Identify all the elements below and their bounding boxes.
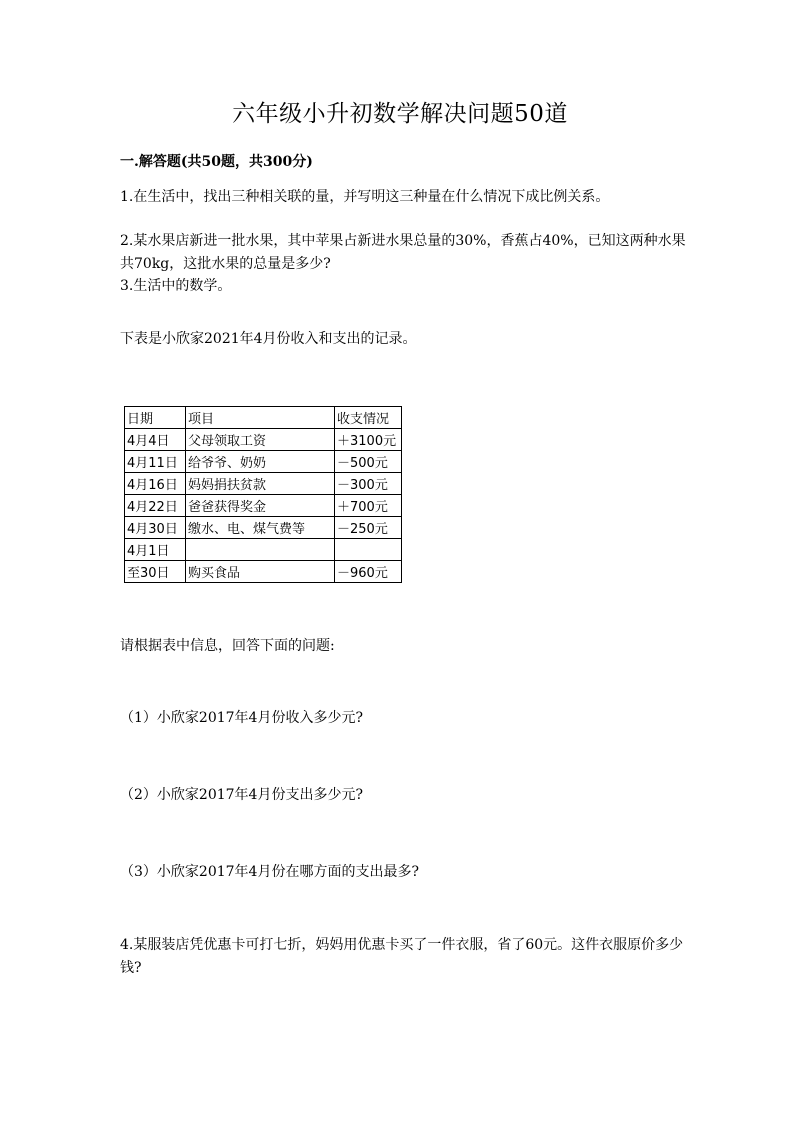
- table-cell-item: [186, 539, 335, 561]
- question-4: 4.某服装店凭优惠卡可打七折，妈妈用优惠卡买了一件衣服，省了60元。这件衣服原价多少钱?: [120, 937, 684, 976]
- table-row: [125, 473, 402, 495]
- table-cell-date: 4月1日: [125, 539, 186, 561]
- question-3-part-3: （3）小欣家2017年4月份在哪方面的支出最多?: [120, 864, 419, 880]
- table-row: [125, 495, 402, 517]
- table-row: [125, 429, 402, 451]
- question-3-intro: 下表是小欣家2021年4月份收入和支出的记录。: [120, 331, 417, 347]
- table-row: [125, 517, 402, 539]
- question-2: 2.某水果店新进一批水果，其中苹果占新进水果总量的30%，香蕉占40%，已知这两种水果共70kg，这批水果的总量是多少?: [120, 233, 686, 272]
- question-3-part-2: （2）小欣家2017年4月份支出多少元?: [120, 787, 363, 803]
- section-header: 一.解答题(共50题，共300分): [120, 154, 313, 170]
- table-cell-amount: －300元: [335, 473, 402, 495]
- page-title: 六年级小升初数学解决问题50道: [232, 101, 568, 127]
- income-expense-table: [124, 406, 402, 583]
- table-cell-item: 妈妈捐扶贫款: [186, 473, 335, 495]
- table-header-cell: 日期: [125, 407, 186, 429]
- table-cell-date: 4月4日: [125, 429, 186, 451]
- question-1: 1.在生活中，找出三种相关联的量，并写明这三种量在什么情况下成比例关系。: [120, 189, 610, 205]
- table-cell-amount: ＋3100元: [335, 429, 402, 451]
- table-cell-amount: [335, 539, 402, 561]
- table-cell-amount: －250元: [335, 517, 402, 539]
- table-cell-amount: －500元: [335, 451, 402, 473]
- question-3-prompt: 请根据表中信息，回答下面的问题:: [120, 638, 335, 654]
- table-cell-item: 父母领取工资: [186, 429, 335, 451]
- question-3-part-1: （1）小欣家2017年4月份收入多少元?: [120, 710, 363, 726]
- table-cell-item: 给爷爷、奶奶: [186, 451, 335, 473]
- table-cell-date: 至30日: [125, 561, 186, 583]
- table-cell-date: 4月11日: [125, 451, 186, 473]
- table-cell-date: 4月16日: [125, 473, 186, 495]
- table-cell-amount: －960元: [335, 561, 402, 583]
- table-row: [125, 539, 402, 561]
- question-3: 3.生活中的数学。: [120, 278, 232, 294]
- table-cell-item: 缴水、电、煤气费等: [186, 517, 335, 539]
- table-cell-item: 爸爸获得奖金: [186, 495, 335, 517]
- table-cell-item: 购买食品: [186, 561, 335, 583]
- table-cell-amount: ＋700元: [335, 495, 402, 517]
- table-cell-date: 4月30日: [125, 517, 186, 539]
- table-cell-date: 4月22日: [125, 495, 186, 517]
- table-header-row: [125, 407, 402, 429]
- table-row: [125, 451, 402, 473]
- table-row: [125, 561, 402, 583]
- table-header-cell: 收支情况: [335, 407, 402, 429]
- table-header-cell: 项目: [186, 407, 335, 429]
